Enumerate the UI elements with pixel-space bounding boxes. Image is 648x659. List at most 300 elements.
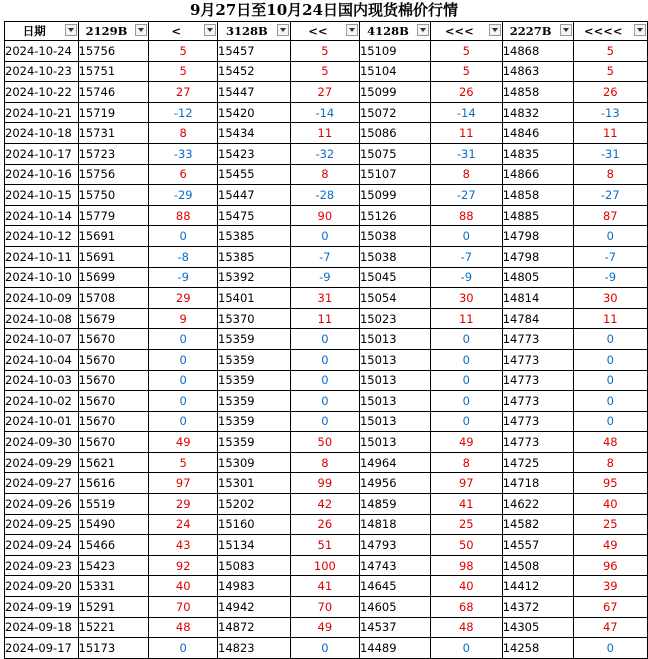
date-cell[interactable]: 2024-10-15 — [5, 185, 79, 206]
price-cell[interactable]: 15309 — [218, 452, 291, 473]
table-row — [5, 535, 648, 556]
price-cell[interactable]: 14773 — [502, 349, 573, 370]
table-row — [5, 349, 648, 370]
price-cell[interactable]: 15134 — [218, 535, 291, 556]
price-cell[interactable]: 14818 — [359, 514, 430, 535]
change-cell[interactable]: 97 — [430, 473, 502, 494]
change-cell[interactable]: 26 — [573, 82, 647, 103]
table-row — [5, 308, 648, 329]
change-cell[interactable]: 0 — [149, 226, 218, 247]
price-cell[interactable]: 15013 — [359, 329, 430, 350]
change-cell[interactable]: 8 — [573, 452, 647, 473]
price-cell[interactable]: 15670 — [78, 329, 149, 350]
date-cell[interactable]: 2024-10-16 — [5, 164, 79, 185]
price-cell[interactable]: 15447 — [218, 185, 291, 206]
price-cell[interactable]: 14863 — [502, 61, 573, 82]
change-cell[interactable]: 0 — [149, 329, 218, 350]
price-cell[interactable]: 15045 — [359, 267, 430, 288]
change-cell[interactable]: 5 — [290, 41, 359, 62]
change-cell[interactable]: 0 — [149, 411, 218, 432]
date-cell[interactable]: 2024-10-24 — [5, 41, 79, 62]
filter-dropdown-icon[interactable] — [65, 24, 77, 36]
change-cell[interactable]: 0 — [430, 411, 502, 432]
price-cell[interactable]: 14956 — [359, 473, 430, 494]
change-cell[interactable]: 70 — [290, 597, 359, 618]
price-cell[interactable]: 15670 — [78, 349, 149, 370]
change-cell[interactable]: 30 — [573, 288, 647, 309]
price-cell[interactable]: 15670 — [78, 391, 149, 412]
change-cell[interactable]: -9 — [290, 267, 359, 288]
header-change-4: <<<< — [573, 22, 647, 41]
date-cell[interactable]: 2024-09-19 — [5, 597, 79, 618]
change-cell[interactable]: 0 — [290, 370, 359, 391]
price-cell[interactable]: 14942 — [218, 597, 291, 618]
change-cell[interactable]: 0 — [290, 349, 359, 370]
price-cell[interactable]: 14305 — [502, 617, 573, 638]
price-cell[interactable]: 15023 — [359, 308, 430, 329]
price-cell[interactable]: 15359 — [218, 432, 291, 453]
change-cell[interactable]: 40 — [430, 576, 502, 597]
change-cell[interactable]: 0 — [430, 349, 502, 370]
price-cell[interactable]: 14645 — [359, 576, 430, 597]
change-cell[interactable]: 5 — [430, 61, 502, 82]
date-cell[interactable]: 2024-09-26 — [5, 494, 79, 515]
price-cell[interactable]: 14805 — [502, 267, 573, 288]
change-cell[interactable]: 96 — [573, 555, 647, 576]
change-cell[interactable]: 0 — [430, 226, 502, 247]
change-cell[interactable]: 70 — [149, 597, 218, 618]
date-cell[interactable]: 2024-09-27 — [5, 473, 79, 494]
price-cell[interactable]: 15420 — [218, 102, 291, 123]
table-row — [5, 226, 648, 247]
price-cell[interactable]: 15490 — [78, 514, 149, 535]
price-cell[interactable]: 15109 — [359, 41, 430, 62]
sheet-title: 9月27日至10月24日国内现货棉价行情 — [189, 1, 459, 19]
change-cell[interactable]: -27 — [573, 185, 647, 206]
price-cell[interactable]: 15455 — [218, 164, 291, 185]
change-cell[interactable]: 5 — [573, 41, 647, 62]
price-cell[interactable]: 15104 — [359, 61, 430, 82]
price-cell[interactable]: 15457 — [218, 41, 291, 62]
price-cell[interactable]: 15013 — [359, 370, 430, 391]
price-cell[interactable]: 15519 — [78, 494, 149, 515]
change-cell[interactable]: 27 — [290, 82, 359, 103]
date-cell[interactable]: 2024-10-22 — [5, 82, 79, 103]
change-cell[interactable]: -8 — [149, 246, 218, 267]
price-cell[interactable]: 14743 — [359, 555, 430, 576]
date-cell[interactable]: 2024-09-25 — [5, 514, 79, 535]
change-cell[interactable]: -31 — [430, 143, 502, 164]
price-cell[interactable]: 15723 — [78, 143, 149, 164]
table-row — [5, 597, 648, 618]
price-cell[interactable]: 14412 — [502, 576, 573, 597]
price-cell[interactable]: 15691 — [78, 246, 149, 267]
price-cell[interactable]: 15173 — [78, 638, 149, 659]
change-cell[interactable]: 8 — [149, 123, 218, 144]
price-cell[interactable]: 15359 — [218, 349, 291, 370]
filter-dropdown-icon[interactable] — [277, 24, 289, 36]
change-cell[interactable]: 24 — [149, 514, 218, 535]
price-cell[interactable]: 15086 — [359, 123, 430, 144]
price-cell[interactable]: 14725 — [502, 452, 573, 473]
change-cell[interactable]: -28 — [290, 185, 359, 206]
change-cell[interactable]: 11 — [430, 123, 502, 144]
change-cell[interactable]: 8 — [430, 164, 502, 185]
price-cell[interactable]: 15691 — [78, 226, 149, 247]
change-cell[interactable]: 67 — [573, 597, 647, 618]
price-cell[interactable]: 14508 — [502, 555, 573, 576]
date-cell[interactable]: 2024-10-04 — [5, 349, 79, 370]
change-cell[interactable]: 0 — [290, 226, 359, 247]
price-cell[interactable]: 15423 — [78, 555, 149, 576]
change-cell[interactable]: 5 — [149, 452, 218, 473]
change-cell[interactable]: 11 — [573, 123, 647, 144]
date-cell[interactable]: 2024-10-14 — [5, 205, 79, 226]
change-cell[interactable]: -31 — [573, 143, 647, 164]
change-cell[interactable]: 26 — [290, 514, 359, 535]
price-cell[interactable]: 15423 — [218, 143, 291, 164]
change-cell[interactable]: 25 — [430, 514, 502, 535]
filter-dropdown-icon[interactable] — [417, 24, 429, 36]
change-cell[interactable]: 40 — [573, 494, 647, 515]
price-cell[interactable]: 15731 — [78, 123, 149, 144]
change-cell[interactable]: 11 — [430, 308, 502, 329]
change-cell[interactable]: 98 — [430, 555, 502, 576]
change-cell[interactable]: 0 — [573, 638, 647, 659]
date-cell[interactable]: 2024-09-18 — [5, 617, 79, 638]
change-cell[interactable]: 99 — [290, 473, 359, 494]
change-cell[interactable]: 0 — [290, 411, 359, 432]
price-cell[interactable]: 15719 — [78, 102, 149, 123]
price-cell[interactable]: 14773 — [502, 411, 573, 432]
price-cell[interactable]: 15699 — [78, 267, 149, 288]
date-cell[interactable]: 2024-10-01 — [5, 411, 79, 432]
price-cell[interactable]: 15202 — [218, 494, 291, 515]
price-cell[interactable]: 14773 — [502, 370, 573, 391]
table-row — [5, 576, 648, 597]
change-cell[interactable]: 0 — [573, 329, 647, 350]
change-cell[interactable]: 0 — [149, 349, 218, 370]
change-cell[interactable]: 87 — [573, 205, 647, 226]
change-cell[interactable]: 0 — [573, 349, 647, 370]
table-row — [5, 143, 648, 164]
change-cell[interactable]: 47 — [573, 617, 647, 638]
price-cell[interactable]: 15359 — [218, 411, 291, 432]
change-cell[interactable]: 0 — [573, 391, 647, 412]
price-cell[interactable]: 15401 — [218, 288, 291, 309]
price-cell[interactable]: 14858 — [502, 82, 573, 103]
price-cell[interactable]: 14718 — [502, 473, 573, 494]
change-cell[interactable]: 0 — [149, 638, 218, 659]
change-cell[interactable]: -9 — [573, 267, 647, 288]
change-cell[interactable]: 100 — [290, 555, 359, 576]
change-cell[interactable]: 11 — [290, 308, 359, 329]
change-cell[interactable]: 8 — [430, 452, 502, 473]
price-cell[interactable]: 14798 — [502, 226, 573, 247]
date-cell[interactable]: 2024-10-23 — [5, 61, 79, 82]
filter-dropdown-icon[interactable] — [346, 24, 358, 36]
price-cell[interactable]: 14605 — [359, 597, 430, 618]
date-cell[interactable]: 2024-10-08 — [5, 308, 79, 329]
change-cell[interactable]: 49 — [430, 432, 502, 453]
price-cell[interactable]: 14793 — [359, 535, 430, 556]
change-cell[interactable]: 48 — [573, 432, 647, 453]
change-cell[interactable]: 0 — [573, 226, 647, 247]
filter-dropdown-icon[interactable] — [634, 24, 646, 36]
change-cell[interactable]: -29 — [149, 185, 218, 206]
header-2129b: 2129B — [78, 22, 149, 41]
change-cell[interactable]: 48 — [430, 617, 502, 638]
price-cell[interactable]: 15107 — [359, 164, 430, 185]
price-cell[interactable]: 15621 — [78, 452, 149, 473]
change-cell[interactable]: 29 — [149, 288, 218, 309]
price-cell[interactable]: 15746 — [78, 82, 149, 103]
price-cell[interactable]: 14983 — [218, 576, 291, 597]
price-cell[interactable]: 14773 — [502, 391, 573, 412]
price-cell[interactable]: 14866 — [502, 164, 573, 185]
change-cell[interactable]: -12 — [149, 102, 218, 123]
price-cell[interactable]: 14823 — [218, 638, 291, 659]
change-cell[interactable]: 95 — [573, 473, 647, 494]
filter-dropdown-icon[interactable] — [204, 24, 216, 36]
change-cell[interactable]: 92 — [149, 555, 218, 576]
price-cell[interactable]: 15751 — [78, 61, 149, 82]
price-cell[interactable]: 15038 — [359, 226, 430, 247]
change-cell[interactable]: 43 — [149, 535, 218, 556]
change-cell[interactable]: 5 — [573, 61, 647, 82]
change-cell[interactable]: 0 — [149, 370, 218, 391]
change-cell[interactable]: 5 — [149, 61, 218, 82]
change-cell[interactable]: -27 — [430, 185, 502, 206]
change-cell[interactable]: 0 — [430, 391, 502, 412]
change-cell[interactable]: -33 — [149, 143, 218, 164]
change-cell[interactable]: -7 — [573, 246, 647, 267]
change-cell[interactable]: 0 — [430, 329, 502, 350]
price-cell[interactable]: 15750 — [78, 185, 149, 206]
price-cell[interactable]: 14872 — [218, 617, 291, 638]
date-cell[interactable]: 2024-10-02 — [5, 391, 79, 412]
filter-dropdown-icon[interactable] — [489, 24, 501, 36]
price-cell[interactable]: 15679 — [78, 308, 149, 329]
price-cell[interactable]: 15221 — [78, 617, 149, 638]
change-cell[interactable]: 0 — [573, 370, 647, 391]
change-cell[interactable]: 41 — [430, 494, 502, 515]
filter-dropdown-icon[interactable] — [135, 24, 147, 36]
price-cell[interactable]: 14814 — [502, 288, 573, 309]
change-cell[interactable]: 5 — [149, 41, 218, 62]
price-cell[interactable]: 15370 — [218, 308, 291, 329]
price-cell[interactable]: 15083 — [218, 555, 291, 576]
change-cell[interactable]: 31 — [290, 288, 359, 309]
price-cell[interactable]: 15670 — [78, 432, 149, 453]
table-row — [5, 246, 648, 267]
date-cell[interactable]: 2024-10-18 — [5, 123, 79, 144]
price-cell[interactable]: 14798 — [502, 246, 573, 267]
table-row — [5, 102, 648, 123]
date-cell[interactable]: 2024-10-03 — [5, 370, 79, 391]
change-cell[interactable]: 8 — [573, 164, 647, 185]
change-cell[interactable]: 39 — [573, 576, 647, 597]
date-cell[interactable]: 2024-10-12 — [5, 226, 79, 247]
price-cell[interactable]: 15038 — [359, 246, 430, 267]
change-cell[interactable]: -14 — [290, 102, 359, 123]
table-row — [5, 473, 648, 494]
change-cell[interactable]: -9 — [430, 267, 502, 288]
change-cell[interactable]: 41 — [290, 576, 359, 597]
date-cell[interactable]: 2024-09-24 — [5, 535, 79, 556]
change-cell[interactable]: -7 — [290, 246, 359, 267]
change-cell[interactable]: 30 — [430, 288, 502, 309]
price-cell[interactable]: 15331 — [78, 576, 149, 597]
table-row — [5, 638, 648, 659]
change-cell[interactable]: 42 — [290, 494, 359, 515]
price-cell[interactable]: 15013 — [359, 349, 430, 370]
table-row — [5, 329, 648, 350]
price-cell[interactable]: 15756 — [78, 164, 149, 185]
date-cell[interactable]: 2024-10-10 — [5, 267, 79, 288]
price-cell[interactable]: 14582 — [502, 514, 573, 535]
price-cell[interactable]: 15779 — [78, 205, 149, 226]
date-cell[interactable]: 2024-09-30 — [5, 432, 79, 453]
change-cell[interactable]: -32 — [290, 143, 359, 164]
change-cell[interactable]: 29 — [149, 494, 218, 515]
price-cell[interactable]: 14859 — [359, 494, 430, 515]
change-cell[interactable]: 49 — [573, 535, 647, 556]
price-cell[interactable]: 14773 — [502, 432, 573, 453]
change-cell[interactable]: 50 — [430, 535, 502, 556]
change-cell[interactable]: 6 — [149, 164, 218, 185]
date-cell[interactable]: 2024-10-17 — [5, 143, 79, 164]
change-cell[interactable]: 25 — [573, 514, 647, 535]
table-row — [5, 82, 648, 103]
change-cell[interactable]: 0 — [290, 391, 359, 412]
price-cell[interactable]: 14784 — [502, 308, 573, 329]
change-cell[interactable]: 8 — [290, 452, 359, 473]
price-cell[interactable]: 15616 — [78, 473, 149, 494]
price-cell[interactable]: 15452 — [218, 61, 291, 82]
change-cell[interactable]: 48 — [149, 617, 218, 638]
price-cell[interactable]: 15447 — [218, 82, 291, 103]
change-cell[interactable]: 88 — [430, 205, 502, 226]
price-cell[interactable]: 15075 — [359, 143, 430, 164]
price-cell[interactable]: 15072 — [359, 102, 430, 123]
price-cell[interactable]: 14489 — [359, 638, 430, 659]
change-cell[interactable]: 0 — [430, 370, 502, 391]
price-cell[interactable]: 14885 — [502, 205, 573, 226]
price-cell[interactable]: 15301 — [218, 473, 291, 494]
price-cell[interactable]: 14773 — [502, 329, 573, 350]
price-cell[interactable]: 15013 — [359, 391, 430, 412]
change-cell[interactable]: -9 — [149, 267, 218, 288]
price-cell[interactable]: 14372 — [502, 597, 573, 618]
change-cell[interactable]: 0 — [430, 638, 502, 659]
price-cell[interactable]: 14832 — [502, 102, 573, 123]
change-cell[interactable]: 8 — [290, 164, 359, 185]
price-cell[interactable]: 15099 — [359, 185, 430, 206]
change-cell[interactable]: 5 — [290, 61, 359, 82]
table-row — [5, 452, 648, 473]
price-cell[interactable]: 15392 — [218, 267, 291, 288]
price-cell[interactable]: 15126 — [359, 205, 430, 226]
change-cell[interactable]: 68 — [430, 597, 502, 618]
price-cell[interactable]: 15359 — [218, 329, 291, 350]
change-cell[interactable]: 49 — [290, 617, 359, 638]
price-cell[interactable]: 15756 — [78, 41, 149, 62]
price-cell[interactable]: 14622 — [502, 494, 573, 515]
date-cell[interactable]: 2024-09-29 — [5, 452, 79, 473]
price-cell[interactable]: 14258 — [502, 638, 573, 659]
price-cell[interactable]: 14846 — [502, 123, 573, 144]
price-cell[interactable]: 15670 — [78, 370, 149, 391]
date-cell[interactable]: 2024-09-23 — [5, 555, 79, 576]
change-cell[interactable]: 0 — [290, 329, 359, 350]
table-row — [5, 205, 648, 226]
date-cell[interactable]: 2024-09-17 — [5, 638, 79, 659]
change-cell[interactable]: 9 — [149, 308, 218, 329]
table-row — [5, 164, 648, 185]
change-cell[interactable]: 0 — [573, 411, 647, 432]
change-cell[interactable]: -14 — [430, 102, 502, 123]
change-cell[interactable]: 5 — [430, 41, 502, 62]
price-cell[interactable]: 15291 — [78, 597, 149, 618]
price-cell[interactable]: 15054 — [359, 288, 430, 309]
price-cell[interactable]: 15160 — [218, 514, 291, 535]
price-cell[interactable]: 15708 — [78, 288, 149, 309]
price-cell[interactable]: 14858 — [502, 185, 573, 206]
change-cell[interactable]: -13 — [573, 102, 647, 123]
price-cell[interactable]: 15013 — [359, 432, 430, 453]
price-cell[interactable]: 14835 — [502, 143, 573, 164]
change-cell[interactable]: 49 — [149, 432, 218, 453]
change-cell[interactable]: 11 — [573, 308, 647, 329]
price-cell[interactable]: 15359 — [218, 391, 291, 412]
change-cell[interactable]: 97 — [149, 473, 218, 494]
price-cell[interactable]: 15466 — [78, 535, 149, 556]
price-table — [4, 21, 648, 659]
change-cell[interactable]: 0 — [149, 391, 218, 412]
price-cell[interactable]: 15359 — [218, 370, 291, 391]
date-cell[interactable]: 2024-10-07 — [5, 329, 79, 350]
change-cell[interactable]: 51 — [290, 535, 359, 556]
change-cell[interactable]: 50 — [290, 432, 359, 453]
price-cell[interactable]: 14964 — [359, 452, 430, 473]
price-cell[interactable]: 14537 — [359, 617, 430, 638]
change-cell[interactable]: 90 — [290, 205, 359, 226]
change-cell[interactable]: 0 — [290, 638, 359, 659]
change-cell[interactable]: 11 — [290, 123, 359, 144]
change-cell[interactable]: 26 — [430, 82, 502, 103]
filter-dropdown-icon[interactable] — [560, 24, 572, 36]
change-cell[interactable]: -7 — [430, 246, 502, 267]
price-cell[interactable]: 15475 — [218, 205, 291, 226]
change-cell[interactable]: 27 — [149, 82, 218, 103]
date-cell[interactable]: 2024-10-21 — [5, 102, 79, 123]
price-cell[interactable]: 15385 — [218, 226, 291, 247]
change-cell[interactable]: 88 — [149, 205, 218, 226]
price-cell[interactable]: 15670 — [78, 411, 149, 432]
date-cell[interactable]: 2024-10-09 — [5, 288, 79, 309]
table-row — [5, 185, 648, 206]
price-cell[interactable]: 14557 — [502, 535, 573, 556]
price-cell[interactable]: 15385 — [218, 246, 291, 267]
price-cell[interactable]: 15099 — [359, 82, 430, 103]
date-cell[interactable]: 2024-10-11 — [5, 246, 79, 267]
price-cell[interactable]: 15434 — [218, 123, 291, 144]
date-cell[interactable]: 2024-09-20 — [5, 576, 79, 597]
price-cell[interactable]: 15013 — [359, 411, 430, 432]
change-cell[interactable]: 40 — [149, 576, 218, 597]
price-cell[interactable]: 14868 — [502, 41, 573, 62]
